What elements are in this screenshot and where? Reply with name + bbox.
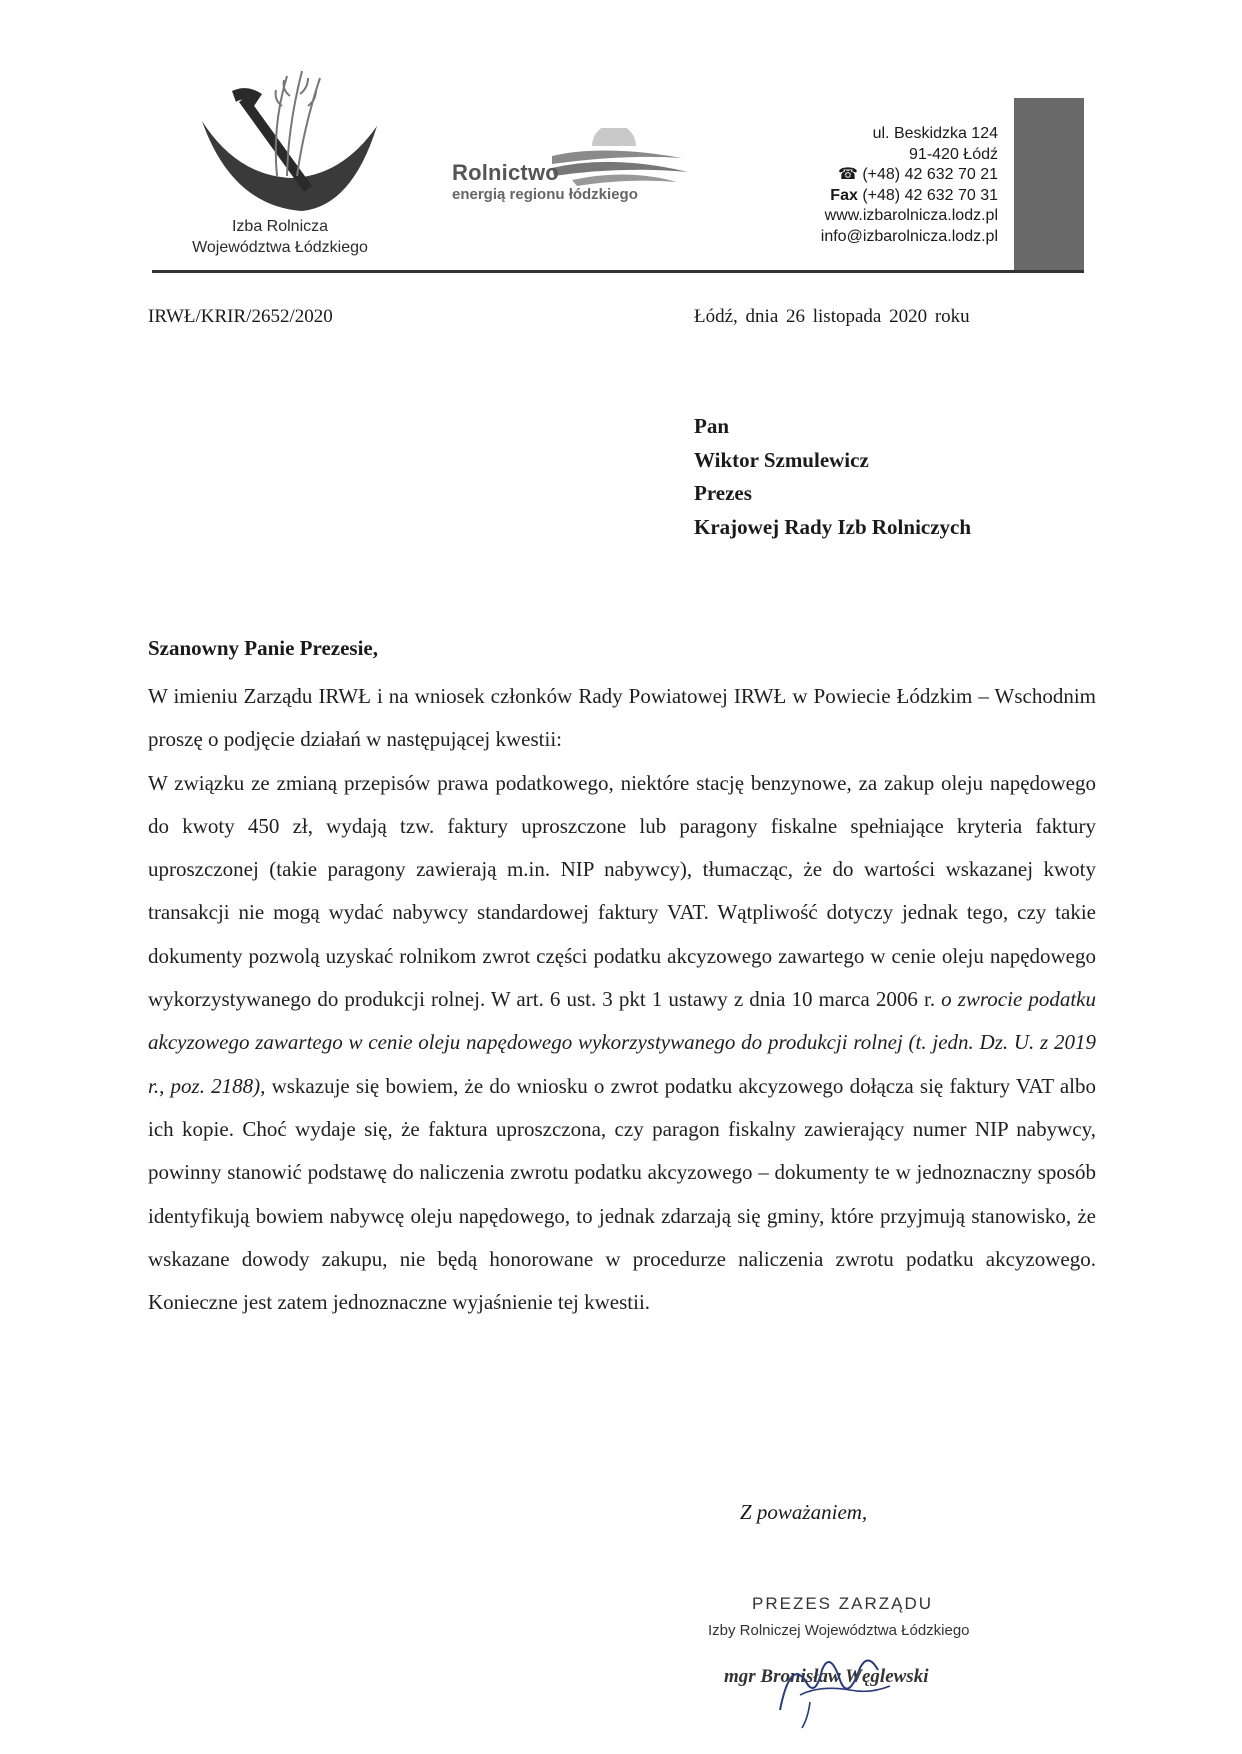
body-paragraph-2 [148, 762, 1096, 1325]
addressee-line: Prezes [694, 481, 752, 505]
paragraph-2-text: W związku ze zmianą przepisów prawa podatkowego, niektóre stację benzynowe, za zakup oleju napędowego do kwoty 450 zł, wydają tzw. faktury uproszczone lub paragony fiskalne spełniające kryteria faktury uproszczonej (takie paragony zawierają m.in. NIP nabywcy), tłumacząc, że do wartości wskazanej kwoty transakcji nie mogą wydać nabywcy standardowej faktury VAT. Wątpliwość dotyczy jednak tego, czy takie dokumenty pozwolą uzyskać rolnikom zwrot części podatku akcyzowego zawartego w cenie oleju napędowego wykorzystywanego do produkcji rolnej. W art. 6 ust. 3 pkt 1 ustawy z dnia 10 marca 2006 r. [148, 770, 1096, 1012]
email: info@izbarolnicza.lodz.pl [820, 227, 998, 245]
stamp-title: PREZES ZARZĄDU [752, 1594, 934, 1613]
statute-citation: o zwrocie podatku akcyzowego zawartego w cenie oleju napędowego wykorzystywanego do produkcji rolnej (t. jedn. Dz. U. z 2019 r., poz. 2188), [148, 987, 1096, 1098]
salutation: Szanowny Panie Prezesie, [148, 636, 378, 660]
fax-line [821, 186, 998, 207]
header-accent-block [1014, 98, 1084, 270]
addressee-line: Krajowej Rady Izb Rolniczych [694, 514, 972, 539]
address-city: 91-420 Łódź [909, 145, 998, 163]
phone-icon: ☎ [837, 166, 858, 183]
fax-number: (+48) 42 632 70 31 [862, 186, 998, 204]
campaign-title: Rolnictwo [452, 160, 559, 185]
phone-line [821, 165, 998, 186]
stamp-organization: Izby Rolniczej Województwa Łódzkiego [708, 1622, 970, 1639]
body-paragraph-1: W imieniu Zarządu IRWŁ i na wniosek członków Rady Powiatowej IRWŁ w Powiecie Łódzkim – Wschodnim proszę o podjęcie działań w następującej kwestii: [148, 684, 1096, 752]
website: www.izbarolnicza.lodz.pl [824, 207, 998, 224]
org-name-line2: Województwa Łódzkiego [192, 239, 368, 256]
addressee-line: Pan [694, 414, 730, 438]
addressee-line: Wiktor Szmulewicz [694, 447, 869, 472]
contact-block [821, 124, 998, 247]
letter-body [148, 675, 1096, 1324]
phone-number: (+48) 42 632 70 21 [862, 166, 998, 183]
organization-name [165, 216, 395, 258]
stamp-name: mgr Bronisław Węglewski [724, 1666, 929, 1687]
reference-number: IRWŁ/KRIR/2652/2020 [148, 306, 333, 327]
letter-date: Łódź, dnia 26 listopada 2020 roku [694, 306, 970, 327]
addressee-block [694, 410, 971, 544]
org-name-line1: Izba Rolnicza [231, 218, 329, 235]
address-street: ul. Beskidzka 124 [872, 125, 998, 142]
fax-label: Fax [830, 186, 858, 204]
header-divider [152, 270, 1084, 273]
paragraph-2-continued: wskazuje się bowiem, że do wniosku o zwrot podatku akcyzowego dołącza się faktury VAT albo ich kopie. Choć wydaje się, że faktura uproszczona, czy paragon fiskalny zawierający numer NIP nabywcy, powinny stanowić podstawę do naliczenia zwrotu podatku akcyzowego – dokumenty te w jednoznaczny sposób identyfikują bowiem nabywcę oleju napędowego, to jednak zdarzają się gminy, które przyjmują stanowisko, że wskazane dowody zakupu, nie będą honorowane w procedurze naliczenia zwrotu podatku akcyzowego. Konieczne jest zatem jednoznaczne wyjaśnienie tej kwestii. [148, 1073, 1096, 1315]
izba-rolnicza-logo [192, 66, 382, 216]
closing: Z poważaniem, [740, 1500, 868, 1524]
handwritten-signature [760, 1640, 900, 1730]
campaign-subtitle: energią regionu łódzkiego [452, 186, 638, 203]
